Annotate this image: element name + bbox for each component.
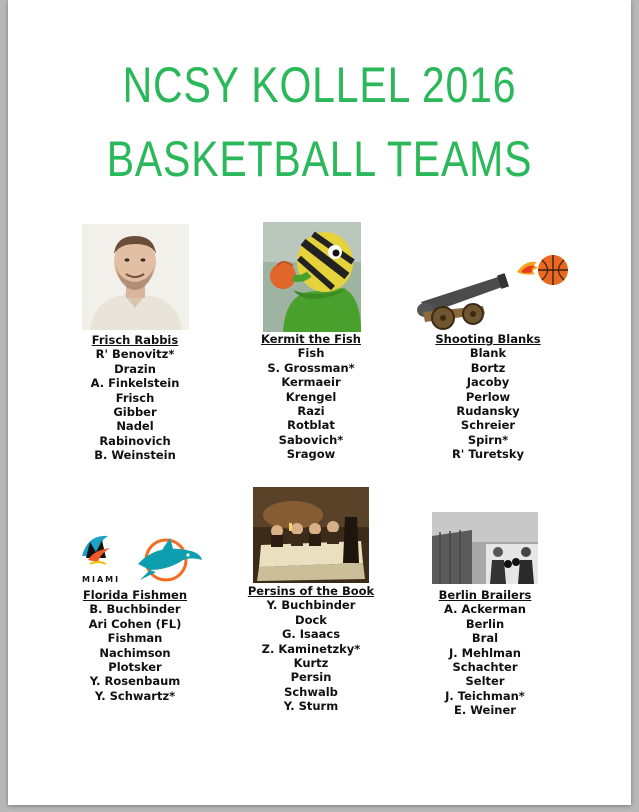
team-member: G. Isaacs: [281, 627, 341, 642]
team-name: Florida Fishmen: [82, 588, 188, 602]
team-name: Kermit the Fish: [261, 332, 361, 346]
team-member: Persin: [290, 670, 332, 685]
team-member: J. Mehlman: [449, 645, 521, 660]
boxing-photo-icon: [432, 512, 538, 584]
team-member: S. Grossman*: [267, 360, 355, 375]
team-persins-of-the-book: [216, 584, 406, 714]
team-member: Sabovich*: [278, 432, 344, 447]
cannon-with-flaming-basketball-icon: [413, 252, 571, 332]
painting-of-table-gathering-icon: [253, 487, 369, 583]
team-member: Bortz: [470, 360, 506, 375]
team-member: Schachter: [452, 660, 518, 675]
team-member: Blank: [469, 346, 507, 361]
team-member: Bral: [471, 631, 499, 646]
team-shooting-blanks: [393, 332, 583, 462]
team-member: R' Benovitz*: [95, 347, 175, 362]
team-name: Frisch Rabbis: [91, 333, 179, 347]
team-member: Y. Schwartz*: [94, 688, 176, 703]
team-member: Selter: [465, 674, 505, 689]
team-kermit-the-fish: [216, 332, 406, 462]
team-member: Schwalb: [284, 684, 338, 699]
team-name: Shooting Blanks: [435, 332, 541, 346]
team-member: Jacoby: [466, 375, 510, 390]
team-member: B. Weinstein: [94, 448, 176, 463]
team-member: Spirn*: [467, 432, 509, 447]
team-name: Persins of the Book: [247, 584, 375, 598]
team-member: Ari Cohen (FL): [88, 616, 182, 631]
team-member: J. Teichman*: [445, 688, 525, 703]
team-member: Rabinovich: [99, 433, 171, 448]
kermit-drinking-tea-image-icon: [263, 222, 361, 332]
team-member: Fishman: [107, 631, 163, 646]
team-member: B. Buchbinder: [89, 602, 181, 617]
team-member: Plotsker: [108, 660, 162, 675]
portrait-photo-icon: [82, 224, 189, 330]
document-title-line1: NCSY KOLLEL 2016: [122, 57, 517, 113]
team-member: Nachimson: [99, 645, 171, 660]
team-member: A. Finkelstein: [90, 376, 180, 391]
team-member: Kurtz: [293, 656, 329, 671]
team-member: Y. Buchbinder: [266, 598, 356, 613]
team-member: E. Weiner: [454, 703, 516, 718]
team-member: Sragow: [286, 447, 336, 462]
team-member: Schreier: [460, 418, 516, 433]
team-member: R' Turetsky: [451, 447, 525, 462]
team-member: A. Ackerman: [444, 602, 526, 617]
team-member: Rotblat: [287, 418, 335, 433]
team-member: Drazin: [114, 361, 156, 376]
team-member: Krengel: [285, 389, 337, 404]
team-berlin-brailers: [390, 588, 580, 718]
marlins-and-dolphins-logos-icon: [76, 530, 204, 590]
team-member: Berlin: [465, 616, 505, 631]
document-page: [8, 0, 631, 805]
team-member: Frisch: [115, 390, 155, 405]
team-florida-fishmen: [40, 588, 230, 703]
team-member: Dock: [295, 612, 327, 627]
team-member: Z. Kaminetzky*: [261, 641, 361, 656]
team-member: Y. Rosenbaum: [89, 674, 181, 689]
team-name: Berlin Brailers: [438, 588, 532, 602]
team-member: Rudansky: [456, 404, 520, 419]
team-member: Fish: [297, 346, 325, 361]
team-member: Nadel: [116, 419, 154, 434]
team-member: Kermaeir: [281, 375, 341, 390]
team-member: Razi: [297, 404, 325, 419]
team-member: Y. Sturm: [283, 699, 339, 714]
document-title-line2: BASKETBALL TEAMS: [106, 131, 533, 187]
miami-logo-text: MIAMI: [82, 575, 121, 584]
team-frisch-rabbis: [40, 333, 230, 463]
team-member: Perlow: [465, 389, 511, 404]
team-member: Gibber: [113, 405, 157, 420]
